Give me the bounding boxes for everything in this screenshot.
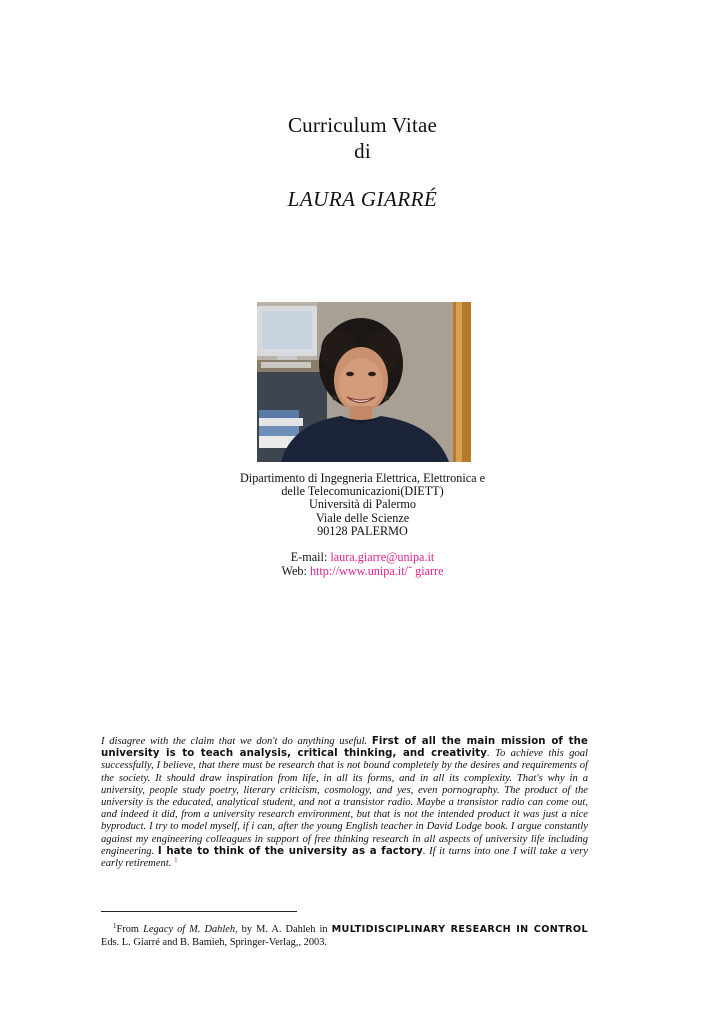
web-link[interactable]: http://www.unipa.it/˜ giarre (309, 564, 444, 578)
footnote-rule (101, 911, 297, 912)
footnote-book: Legacy of M. Dahleh, (143, 924, 238, 935)
footnote-ref[interactable]: 1 (174, 856, 178, 865)
footnote-from: From (116, 924, 140, 935)
address-street: Viale delle Scienze (315, 510, 410, 525)
title-connector: di (354, 139, 371, 163)
web-row (0, 564, 725, 578)
footnote-source: MULTIDISCIPLINARY RESEARCH IN CONTROL (331, 924, 589, 935)
web-label: Web: (281, 564, 307, 578)
document-title: Curriculum Vitae (287, 113, 438, 137)
quote-bold-2: I hate to think of the university as a factory (157, 845, 423, 857)
address-university: Università di Palermo (309, 497, 416, 512)
address-department: Dipartimento di Ingegneria Elettrica, Elettronica e (240, 471, 485, 485)
quote-bold-1: First of all the main mission of the university is to teach analysis, critical thinking, and creativity (101, 736, 588, 760)
quote-part-2: . To achieve this goal successfully, I believe, that there must be research that is not bound completely by the desires and requirements of the society. It should draw inspiration from life, in all its forms, and in all its complexity. That's why in a university, people study poetry, literary criticism, cosmology, and yes, even pornography. The product of the university is the educated, analytical student, and not a transistor radio. Maybe a transistor radio can come out, and indeed it did, from a university research environment, but that is not the intended product it was just a nice byproduct. I try to model myself, if i can, after the young English teacher in David Lodge book. I argue constantly against my engineering colleagues in support of free thinking research in all aspects of university life including engineering. (101, 748, 588, 857)
author-name: LAURA GIARRÉ (287, 187, 438, 211)
footnote (101, 924, 588, 949)
footnote-mark: 1 (113, 922, 117, 930)
portrait-photo (257, 302, 471, 462)
address-department-cont: delle Telecomunicazioni(DIETT) (281, 484, 444, 499)
quote-paragraph (101, 736, 588, 870)
contact-block (0, 550, 725, 578)
email-row (0, 550, 725, 564)
quote-part-1: I disagree with the claim that we don't do anything useful. (101, 736, 368, 747)
quote-part-3: . If it turns into one I will take a very early retirement. (101, 845, 588, 870)
address-city: 90128 PALERMO (317, 523, 408, 538)
email-link[interactable]: laura.giarre@unipa.it (330, 550, 435, 564)
footnote-eds: Eds. L. Giarré and B. Bamieh, Springer-Verlag,, 2003. (101, 936, 328, 948)
title-block (0, 112, 725, 212)
email-label: E-mail: (290, 550, 328, 564)
footnote-by: by M. A. Dahleh in (241, 924, 328, 935)
address-block (0, 472, 725, 538)
